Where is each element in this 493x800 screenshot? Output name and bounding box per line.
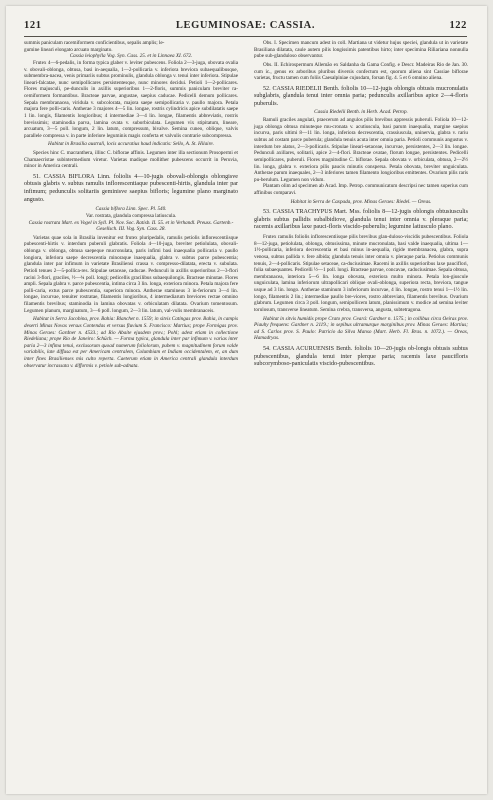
synonym-line: Cassia biflora Linn. Spec. Pl. 540. (95, 206, 167, 213)
body-paragraph: Frutex ramulis foliolis inflorescentiisque pilis brevibus glan-duloso-viscidis pubescentibus. Foliola 8—12-juga, petiolulata, oblonga, obtusissima, minute mucronulata, basi valde inaequalia, ultima 1—1½-pollicaria, inferiora decrescentia et basi minus in-aequalia, rigide membranacea, glabra, supra venosa, subtus pallida v. fere albida; glandula tenuis inter omnia v. pleraque paria. Petiolus communis tenuis, 2—4-pollicaris. Stipulae setaceae, ca-duciusimae. Racemi in axillis superioribus laxe pauciflori, folia subaequantes. Pedicelli ½—1 poll. longi. Bracteae parvae, concavae, caduciusimae. Sepala obtusa, membranacea, interiora 5—6 lin. longa obovata, exteriora multo minora. Petala lon-giuscule unguiculata, lamina inferiorum ultrapollicari oblique ovali-oblonga, superiora recta, breviora, tangue usque ad 3 lin. longo. Antherae staminum 3 inferiorum incurvae, 4 lin. longae, rostro tenui 1—1½ lin. longo, filamentis 2 lin.; intermediae paullo bre-viores, rostro abbreviato, filamentis brevibus. Ovarium glabrum. Legumen circa 3 poll. longum, semipollicem latum, planissimum v. modice ad semina leviter torulosum, transverse lineatum. Semina crebra, transversa, angusta, subtetragona. (254, 234, 468, 313)
species-heading: 53. CASSIA TRACHYPUS Mart. Mss. foliolis 8—12-jugis oblongis obtusiusculis glabris subtus pallidis subalbidiove, glandula tenui inter omnia v. pleraque paria; racemis axillaribus laxe pauci-floris viscido-puberulis; legumine latiusculo plano. (254, 209, 468, 231)
species-heading: 54. CASSIA ACURUENSIS Benth. foliolis 10—20-jugis ob-longis obtusis subtus pubescentibus, glandula tenui inter plerque paria; racemis laxe paucifloris subcorymboso-paniculatis viscido-pubescentibus. (254, 346, 468, 368)
synonym-line: Cassia rostrata Mart. ex Vogel in Syll. Pl. Nov. Soc. Ratisb. II. 55. et in Verhandl. Preuss. Gartenb.-Gesellsch. III. Vog. Syn. Cass. 28. (28, 219, 234, 233)
running-header (24, 20, 467, 34)
body-paragraph: Ramuli graciles angulati, praecerum ad angulos pilis brevibus appressis puberuli. Foliola 10—12-juga oblonga obtusa minuteque mu-cronata v. acutiuscula, basi parum inaequalia, margine saepius incurva, paris ultimi 8—11 lin. longa, inferiora decrescentia, crassiuscula, uninervia, glabra v. rariu subtus ad costam parce puberula; glandula tenuis acuta inter omnia paria. Petioli communis angustus v. interdum bre alatus, 2—3-pollicaris. Stipulae lineari-setaceae, incurvae, persistentes, 2—3 lin. longae. Pedunculi axillares, solitarii, apice 2—4-flori. Bracteae ovatae, florum longae, persistentes. Pedicelli semipollicares, puberuli. Flores magnitudine C. biflorae. Sepala obovata v. orbiculata, obtusa, 2—2½ lin. longa, glabra v. exteriora pilis paucis minutis conspersa. Petala obovata, breviter unguiculata. Antherae parum inaequales, 2—3 inferiores tamen filamento longioribus emittentes. Ovarium pilis raris pu-berulum. Legumen non vidum. (254, 117, 468, 183)
habitat-note: Habitat in Serra Jacobina, prov. Bahia: Blanchet n. 1559; in sitvis Catingas prov. Bahia, in campis deserti Minas Novas versus Contendas et versus fluvium S. Francisco: Martius; prope Formigas prov. Minas Geraes: Gardner n. 4533.; ad Rio Abaite ejusdem prov.; Pohl; adest etiam in collectione Riedeliana; prope Rio de Janeiro: Schüch. — Forma typica, glandula inter par infimum v. varias inter paria 2—3 infima tenui, exclusorum quoad numerum foliolorum, pubem v. magnitudinem forum valde variabilis, late diffusa est per Americam centralem, Columbiam et Indiam occidentalem, et, an dum inter fines Brasilienses mis culto reperta. Caeterum etiam in America centrali glandula interdum observatur incrassata v. difformis v. petiole sub-adnata. (24, 316, 238, 369)
right-column (254, 40, 468, 369)
habitat-note: Habitat in sitvis humidis prope Crato prov. Ceará: Gardner n. 1575.; in collibus circa Oeiras prov. Piauhy frequens: Gardner n. 2119.; in sepibus ultramurque marginibus prov. Minas Geraes: Martius; ad S. Carlos prov. S. Paulo: Patricio da Silva Manso (Mart. Herb. Fl. Bras. n. 1072.). — Oreas, Hamadryas. (254, 315, 468, 342)
body-paragraph: summis paniculam racemiformem conficientibus, sepalis amplis; le- (24, 40, 165, 46)
left-column (24, 40, 238, 369)
body-paragraph: Obs. I. Specimen mancum adest in coll. Martiana ut videtur hujus speciei, glandula ut in varietate Brasiliana dilatata, caule autem pilis longissimis patentibus hirto; inter specimina Riliariana nonnulla pube sub-glanduloso observantur. (254, 40, 468, 60)
running-title: LEGUMINOSAE: CASSIA. (175, 20, 316, 31)
synonym-line: Var. rostrata, glandula compressa latiuscula. (85, 212, 177, 219)
body-paragraph: Varietas quae sola in Brasilia invenitur est frutex pluripedalis, ramulis petiolis inflorescentiisque pubescenti-hirtis v. interdum puberuli glabratis. Foliola 4—10-juga, breviter petiolulata, obovali-oblonga v. oblonga, obtusa saepeque mucronulata, paris infimi basi inaequalia pollicaria v. paullo longiora, inferiora saepe decrescentia minoraque inaequalia, glabra v. subtus parce pubescentia; glandula inter par infimum in varietate Brasiliensi crassa v. compresso-dilatata, erecta v. subulata. Petioli tenues 2—5-pollica-res. Stipulae setaceae, caducae. Pedunculi in axillis superioribus 2—3-flori racini 3-flori, graciles, ½—¾ poll. longi; pedicellis gracilibus subaequilongis. Bracteae minutae. Flores ampli. Sepala glabra v. parce pubescentia, intima circa 3 lin. longa, exteriora minora. Petala majora fere polli-caria, extus parce pubescentia, superiora minora. Antherae stamineus 3 in-feriorum 3—4 lin. longae, incurvae, tenuiter rostratae, filamentis longioribus, 4 intermediarum breviores rectae omnino filamentis brevibus; staminodia in lamina obovatas v. orbiculatam dilatata. Ovarium tomentosum. Legumen planum, marginatum, 3—6 poll. longum, 2—3 lin. latum, val-vulis membranaceis. (24, 234, 238, 314)
synonym-line: Cassia leiophylla Vog. Syn. Cass. 25. et in Linnaea XI. 672. (69, 53, 193, 60)
body-paragraph: gumine lineari elongato arcuato marginato. (24, 46, 113, 53)
body-paragraph: Frutex 4—6-pedalis, in forma typica glaber v. leviter pubescens. Foliola 2—3-juga, obovata ovalia v. obovali-oblonga, obtusa, basi in-aequalia, 1—2-pollicaria v. inferiora breviora subaequalibusque, submembra-nacea, venis primariis subtus prominulis, glandula oblonga v. tenui inter inferiora. Stipulae lineari-falcatae, nunc semipollicares persistentesque, nunc minores decidui. Petioli 1—2-pollicares. Flores majusculi, pe-dunculis in axillis superioribus 1—2-floris, summis paniculam breviter ra-cemiformem formantibus. Bracteae parvae, angustae, saepius caducae. Pedicelli demum pollicares. Sepala membranacea, viridula v. subcolorata, majora saepe semipollicaria v. paullo majora. Petala majora fere polli-caris. Antherae 3 majores 4—5 lin. longae, rostris cylindricis apice subdilatatis saepe 1 lin. longis, filamentis longioribus; 4 intermediae 3—4 lin. longae, filamentis abbreviatis, rostris brevissimis; staminodia parva, lamina ovata v. suborbiculata. Legumen vix stipitatum, lineare, arcuatum, 3—5 poll. longum, 2 lin. latum, compressum, bivalve. Semina cuneo, oblique, valvis parallele compressa v. in parte inferiore leguminis magis conferta et valvulis contrarie subcompressa. (24, 59, 238, 139)
page-number-right: 122 (449, 20, 467, 31)
synonym-line: Habitat in Brasilia australi, locis accuratius haud indicatis: Sello, A. St. Hilaire. (48, 141, 214, 148)
body-paragraph: Obs. II. Echirospermum Allemão ex Saldanha da Gama Config. e Descr. Madeiras Rio de Jan. 30. cum ic., genus ex arboribus pluribus diversis confectum est, quorum aliena sint Cassiae bifloraе varietas, fructu tamen cum foliis Caesalpiniae cujusdam, forsan fig. 4. 5 et 6 omnino aliena. (254, 61, 468, 82)
body-paragraph: Plantam olim ad specimen ab Acad. Imp. Petrop. communicatum descripsi nec tamen superius cum affinibus comparavi. (254, 183, 468, 197)
body-paragraph: Species hinc C. macranthera, illinc C. biflorae affinis. Legumen inter illa sectionum Prosopermi et Chamaecristae subintermedium viretur. Varietas madique mollither pubescens occurrit in Peruvia, minor in America centrali. (24, 150, 238, 170)
header-rule (24, 36, 467, 37)
book-page (6, 6, 487, 794)
page-number-left: 121 (24, 20, 42, 31)
synonym-line: Habitat in Serra de Caxpada, prov. Minas Geraes: Riedel. — Oreas. (290, 198, 432, 205)
synonym-line: Cassia Riedelii Benth. in Herb. Acad. Petrop. (314, 108, 408, 115)
species-heading: 52. CASSIA RIEDELII Benth. foliolis 10—12-jugis oblongis obtusis mucronulatis subglabris, glandula tenui inter omnia paria; pedunculis axillaribus apice 2—4-floris puberulis. (254, 85, 468, 107)
species-heading: 51. CASSIA BIFLORA Linn. foliolis 4—10-jugis obovali-oblongis oblongisve obtusis glabris v. subtus ramulis inflorescentiaque pubescenti-hirtis, glandula inter par infimum; pedunculis solitariis geminisve saepius bifloris; legumine plano marginato angusto. (24, 173, 238, 203)
